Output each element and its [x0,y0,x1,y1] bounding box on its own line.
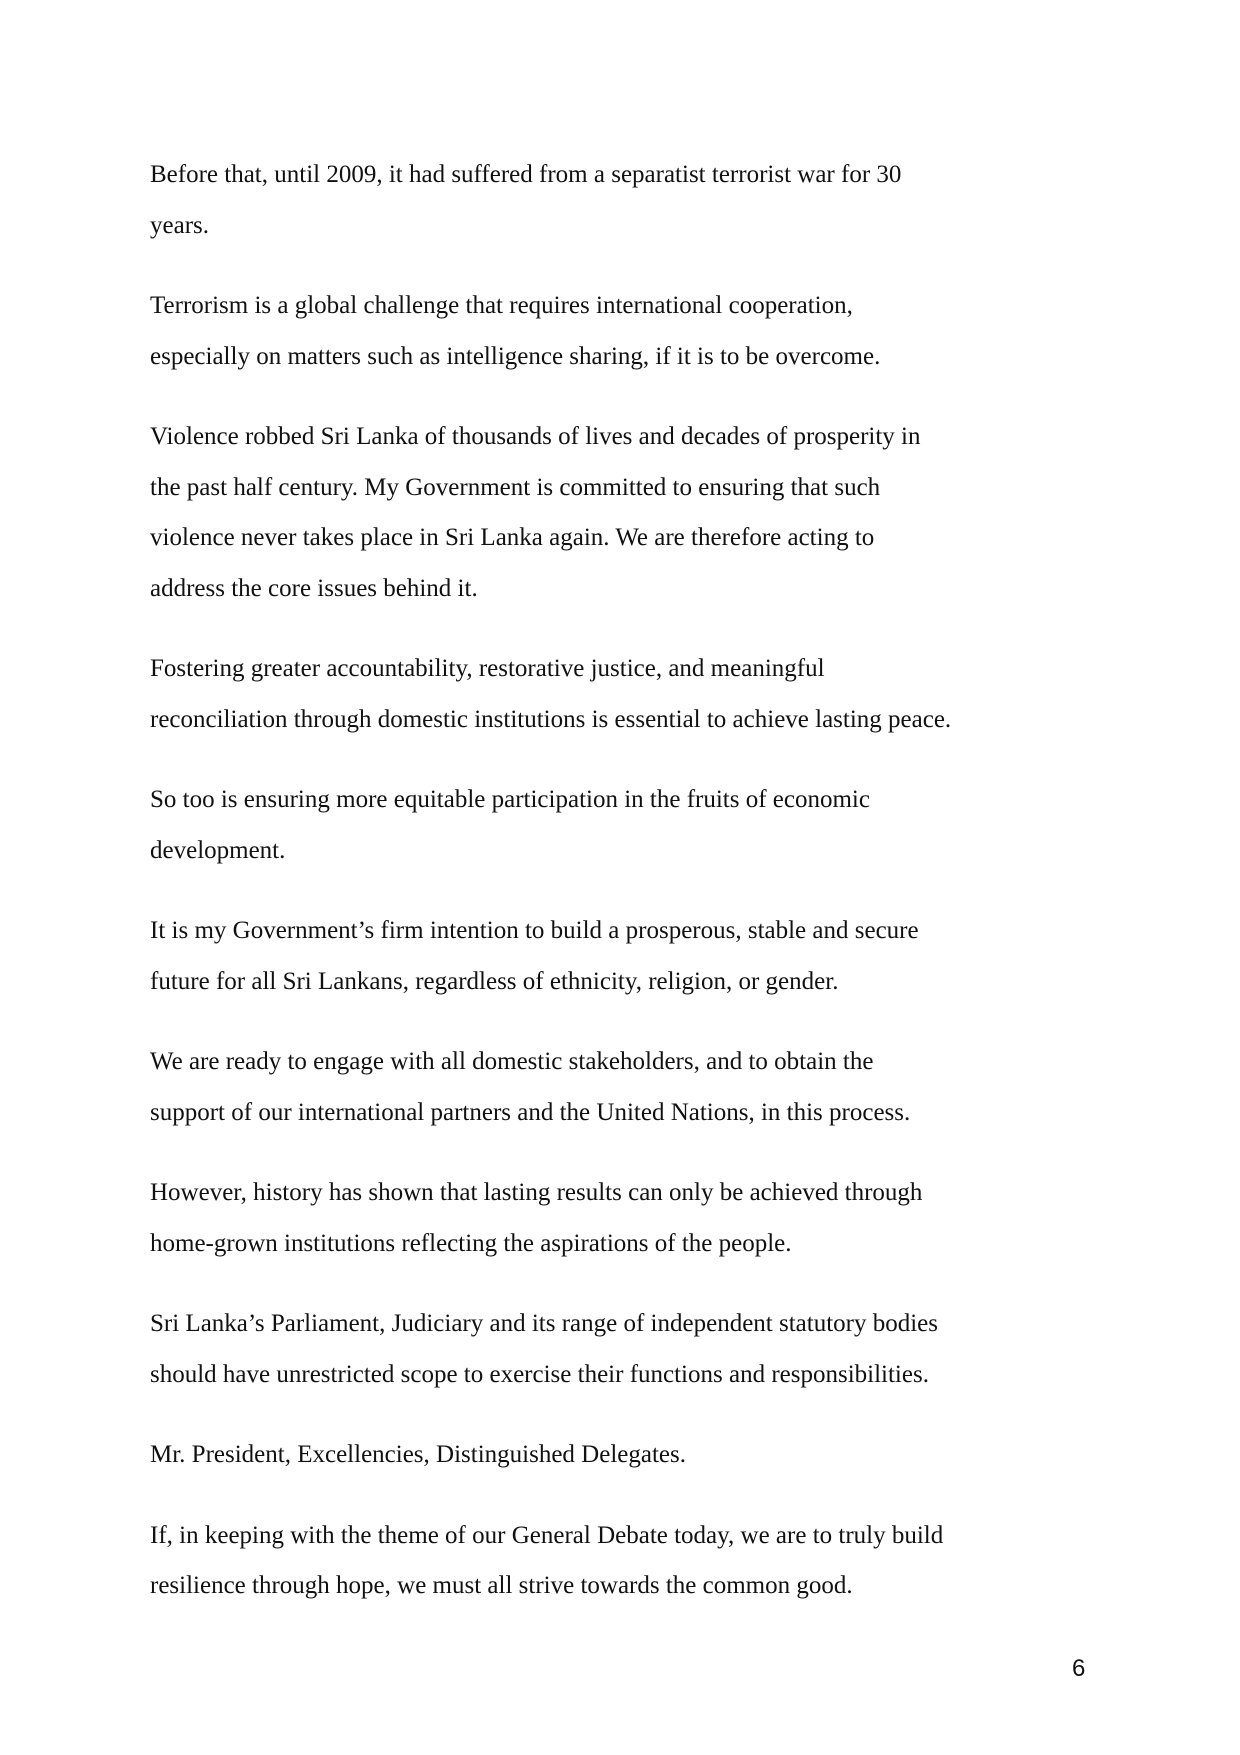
speech-body [150,150,1110,1642]
paragraph-2 [150,281,1110,382]
paragraph-4 [150,644,1110,745]
text-line: Violence robbed Sri Lanka of thousands of lives and decades of prosperity in [150,423,921,450]
text-line: the past half century. My Government is committed to ensuring that such [150,473,881,501]
text-line: Fostering greater accountability, restorative justice, and meaningful [150,655,825,682]
text-line: reconciliation through domestic institutions is essential to achieve lasting peace. [150,705,952,733]
text-line: resilience through hope, we must all strive towards the common good. [150,1572,853,1599]
paragraph-6 [150,906,1110,1007]
paragraph-11 [150,1511,1110,1612]
text-line: Terrorism is a global challenge that requires international cooperation, [150,292,853,319]
paragraph-5 [150,775,1110,876]
text-line: However, history has shown that lasting results can only be achieved through [150,1179,923,1206]
paragraph-8 [150,1168,1110,1269]
text-line: should have unrestricted scope to exercise their functions and responsibilities. [150,1360,929,1388]
text-line: violence never takes place in Sri Lanka again. We are therefore acting to [150,524,875,551]
paragraph-3 [150,412,1110,614]
text-line: home-grown institutions reflecting the aspirations of the people. [150,1229,792,1257]
page-number: 6 [1072,1655,1086,1682]
text-line: Mr. President, Excellencies, Distinguished Delegates. [150,1441,686,1468]
text-line: It is my Government’s firm intention to build a prosperous, stable and secure [150,917,919,944]
text-line: So too is ensuring more equitable participation in the fruits of economic [150,786,870,813]
text-line: address the core issues behind it. [150,574,478,602]
text-line: years. [150,211,209,239]
text-line: future for all Sri Lankans, regardless of ethnicity, religion, or gender. [150,967,839,995]
paragraph-1 [150,150,1110,251]
paragraph-10 [150,1430,1110,1481]
text-line: support of our international partners and the United Nations, in this process. [150,1098,911,1126]
text-line: If, in keeping with the theme of our General Debate today, we are to truly build [150,1521,944,1549]
paragraph-9 [150,1299,1110,1400]
text-line: development. [150,836,286,864]
paragraph-7 [150,1037,1110,1138]
text-line: Before that, until 2009, it had suffered from a separatist terrorist war for 30 [150,161,902,188]
text-line: especially on matters such as intelligence sharing, if it is to be overcome. [150,342,881,370]
text-line: Sri Lanka’s Parliament, Judiciary and its range of independent statutory bodies [150,1310,939,1337]
text-line: We are ready to engage with all domestic stakeholders, and to obtain the [150,1048,874,1075]
